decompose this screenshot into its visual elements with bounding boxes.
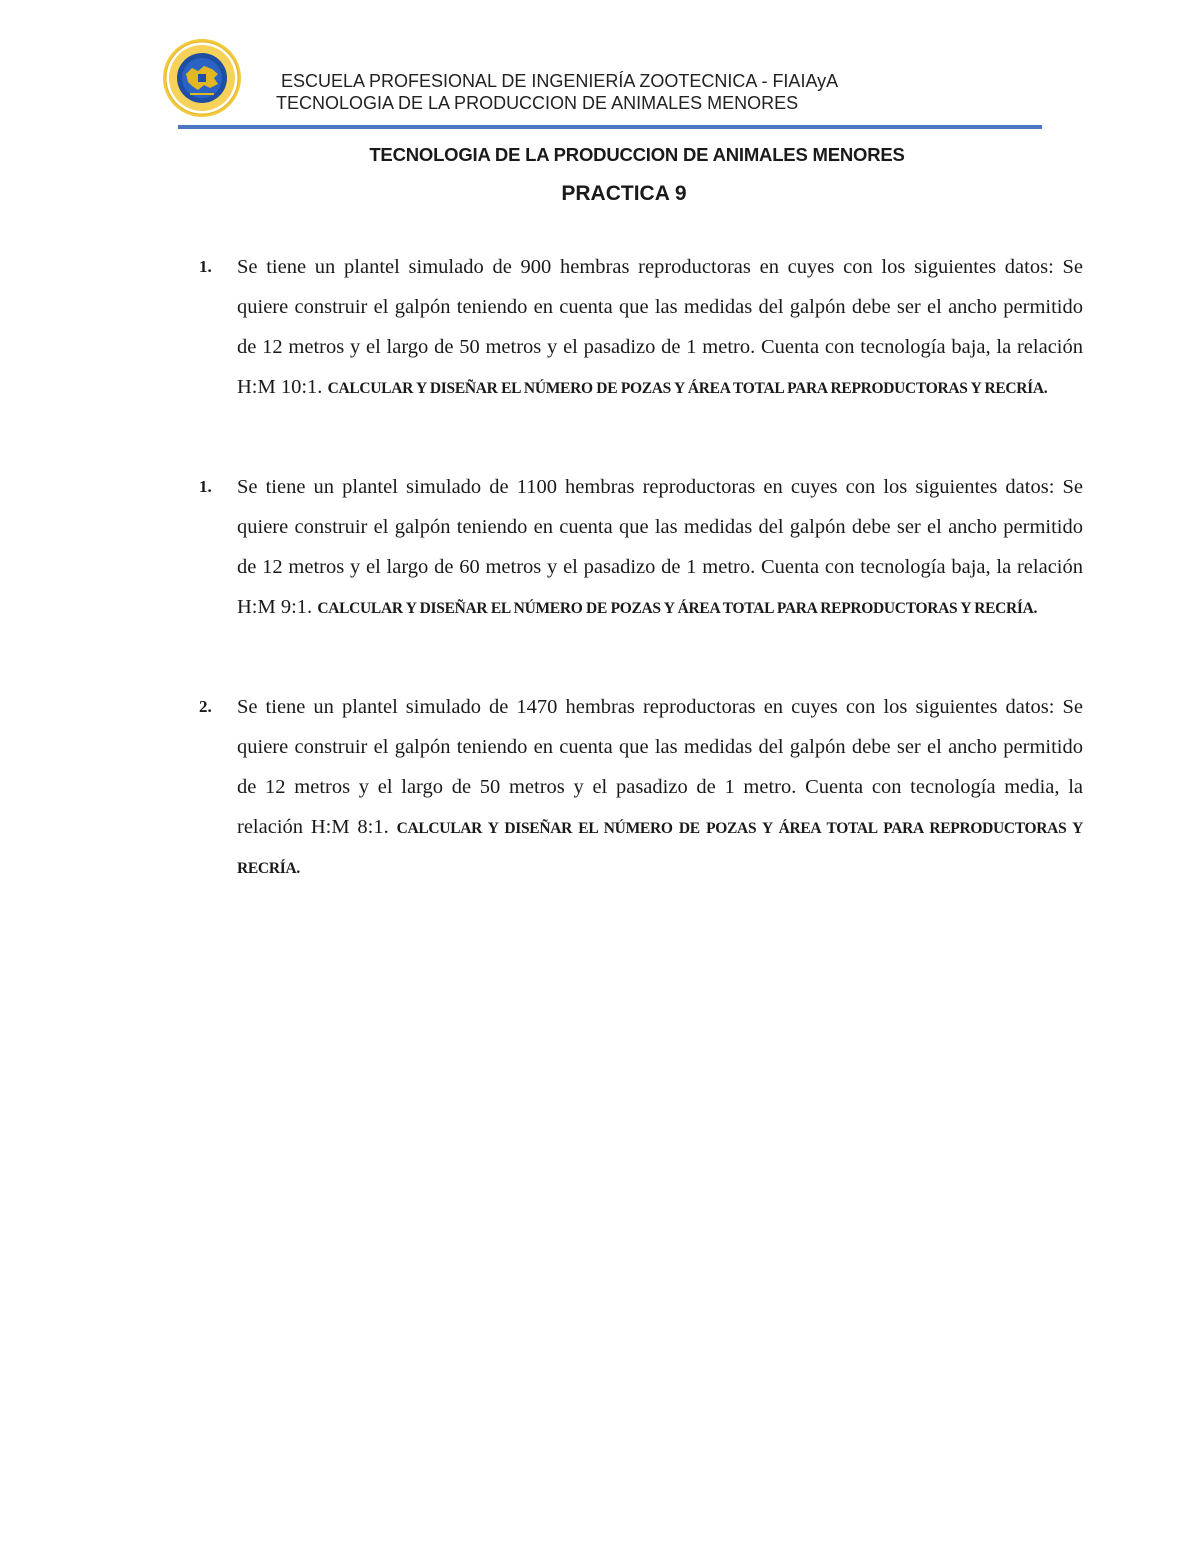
- university-seal-logo: [162, 38, 242, 118]
- page-header: [276, 70, 838, 114]
- exercise-task: CALCULAR Y DISEÑAR EL NÚMERO DE POZAS Y ÁREA TOTAL PARA REPRODUCTORAS Y RECRÍA.: [327, 380, 1048, 397]
- exercise-text: Se tiene un plantel simulado de 900 hembras reproductoras en cuyes con los siguientes datos: Se quiere construir el galpón teniendo en cuenta que las medidas del galpón debe ser el ancho permitido de 12 metros y el largo de 50 metros y el pasadizo de 1 metro. Cuenta con tecnología baja, la relación H:M 10:1.: [237, 256, 1083, 398]
- exercise-text: Se tiene un plantel simulado de 1100 hembras reproductoras en cuyes con los siguientes datos: Se quiere construir el galpón teniendo en cuenta que las medidas del galpón debe ser el ancho permitido de 12 metros y el largo de 60 metros y el pasadizo de 1 metro. Cuenta con tecnología baja, la relación H:M 9:1.: [237, 476, 1083, 618]
- course-name: TECNOLOGIA DE LA PRODUCCION DE ANIMALES MENORES: [276, 93, 799, 113]
- exercise-item: [199, 467, 1083, 627]
- exercise-item: [199, 687, 1083, 887]
- document-title: TECNOLOGIA DE LA PRODUCCION DE ANIMALES MENORES: [369, 144, 905, 165]
- exercise-text: Se tiene un plantel simulado de 1470 hembras reproductoras en cuyes con los siguientes datos: Se quiere construir el galpón teniendo en cuenta que las medidas del galpón debe ser el ancho permitido de 12 metros y el largo de 50 metros y el pasadizo de 1 metro. Cuenta con tecnología media, la relación H:M 8:1.: [237, 696, 1083, 838]
- practice-number: PRACTICA 9: [561, 182, 687, 205]
- exercise-number: 1.: [199, 257, 212, 276]
- exercise-number: 1.: [199, 477, 212, 496]
- school-name: ESCUELA PROFESIONAL DE INGENIERÍA ZOOTECNICA - FIAIAyA: [281, 71, 839, 91]
- exercise-number: 2.: [199, 697, 212, 716]
- exercise-task: CALCULAR Y DISEÑAR EL NÚMERO DE POZAS Y ÁREA TOTAL PARA REPRODUCTORAS Y RECRÍA.: [317, 600, 1038, 617]
- header-divider: [178, 125, 1042, 129]
- exercise-item: [199, 247, 1083, 407]
- exercise-task: CALCULAR Y DISEÑAR EL NÚMERO DE POZAS Y ÁREA TOTAL PARA REPRODUCTORAS Y RECRÍA.: [237, 820, 1083, 877]
